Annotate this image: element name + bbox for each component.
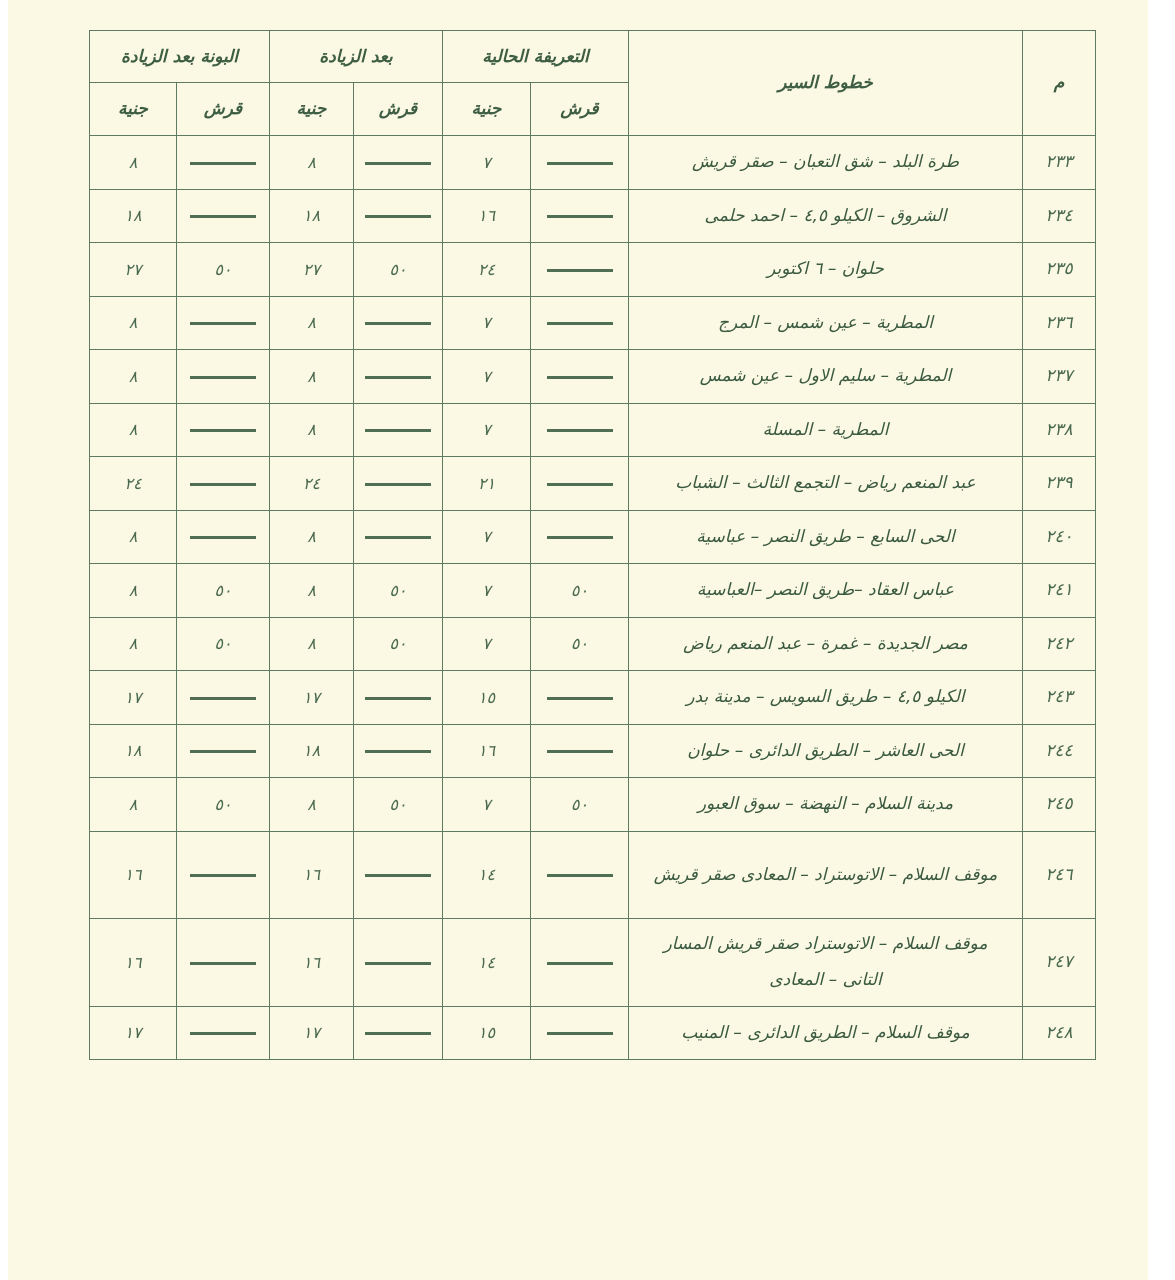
header-index: م (1023, 31, 1096, 136)
table-row (90, 617, 1096, 671)
coupon-piaster (177, 510, 270, 564)
current-piaster (531, 296, 629, 350)
empty-value-dash (190, 1032, 256, 1035)
coupon-pound: ٨ (90, 296, 177, 350)
route-name: موقف السلام – الطريق الدائرى – المنيب (629, 1006, 1023, 1060)
table-row (90, 671, 1096, 725)
route-name: عبد المنعم رياض – التجمع الثالث – الشباب (629, 457, 1023, 511)
coupon-piaster (177, 296, 270, 350)
row-index: ٢٣٩ (1023, 457, 1096, 511)
header-current-piaster: قرش (531, 83, 629, 136)
table-row (90, 510, 1096, 564)
current-pound: ٢٤ (443, 243, 531, 297)
header-row-top (90, 31, 1096, 83)
after-piaster (354, 136, 443, 190)
row-index: ٢٤٨ (1023, 1006, 1096, 1060)
after-piaster: ٥٠ (354, 564, 443, 618)
fare-table (89, 30, 1096, 1060)
current-piaster (531, 671, 629, 725)
current-pound: ٧ (443, 778, 531, 832)
after-piaster (354, 510, 443, 564)
empty-value-dash (365, 483, 431, 486)
route-name: مصر الجديدة – غمرة – عبد المنعم رياض (629, 617, 1023, 671)
empty-value-dash (547, 376, 613, 379)
coupon-pound: ١٨ (90, 724, 177, 778)
empty-value-dash (190, 429, 256, 432)
coupon-pound: ١٨ (90, 189, 177, 243)
empty-value-dash (547, 162, 613, 165)
table-row (90, 189, 1096, 243)
row-index: ٢٣٣ (1023, 136, 1096, 190)
table-row (90, 724, 1096, 778)
table-row (90, 296, 1096, 350)
coupon-piaster (177, 136, 270, 190)
empty-value-dash (547, 322, 613, 325)
after-pound: ٨ (270, 778, 354, 832)
route-name: المطرية – سليم الاول – عين شمس (629, 350, 1023, 404)
current-piaster (531, 403, 629, 457)
current-piaster: ٥٠ (531, 564, 629, 618)
header-coupon-pound: جنية (90, 83, 177, 136)
empty-value-dash (547, 483, 613, 486)
route-name: طرة البلد – شق التعبان – صقر قريش (629, 136, 1023, 190)
after-piaster (354, 724, 443, 778)
header-route: خطوط السير (629, 31, 1023, 136)
route-name: المطرية – عين شمس – المرج (629, 296, 1023, 350)
after-pound: ١٨ (270, 724, 354, 778)
current-pound: ١٦ (443, 724, 531, 778)
row-index: ٢٤٤ (1023, 724, 1096, 778)
current-piaster (531, 457, 629, 511)
coupon-pound: ٨ (90, 350, 177, 404)
empty-value-dash (365, 874, 431, 877)
coupon-pound: ٨ (90, 778, 177, 832)
empty-value-dash (547, 269, 613, 272)
route-name: موقف السلام – الاتوستراد صقر قريش المسار التانى – المعادى (629, 919, 1023, 1007)
after-pound: ١٦ (270, 831, 354, 919)
current-piaster: ٥٠ (531, 778, 629, 832)
coupon-piaster: ٥٠ (177, 243, 270, 297)
current-piaster (531, 136, 629, 190)
empty-value-dash (190, 874, 256, 877)
empty-value-dash (190, 962, 256, 965)
coupon-pound: ١٧ (90, 671, 177, 725)
empty-value-dash (365, 429, 431, 432)
after-piaster: ٥٠ (354, 778, 443, 832)
empty-value-dash (365, 162, 431, 165)
row-index: ٢٣٥ (1023, 243, 1096, 297)
coupon-piaster (177, 350, 270, 404)
table-row (90, 457, 1096, 511)
coupon-piaster (177, 671, 270, 725)
empty-value-dash (190, 376, 256, 379)
empty-value-dash (190, 215, 256, 218)
header-current-pound: جنية (443, 83, 531, 136)
coupon-piaster (177, 403, 270, 457)
table-row (90, 778, 1096, 832)
current-piaster (531, 919, 629, 1007)
route-name: الحى العاشر – الطريق الدائرى – حلوان (629, 724, 1023, 778)
empty-value-dash (365, 750, 431, 753)
header-after-increase: بعد الزيادة (270, 31, 443, 83)
header-after-piaster: قرش (354, 83, 443, 136)
empty-value-dash (547, 215, 613, 218)
coupon-pound: ٢٧ (90, 243, 177, 297)
after-piaster (354, 831, 443, 919)
empty-value-dash (190, 162, 256, 165)
empty-value-dash (365, 536, 431, 539)
table-row (90, 136, 1096, 190)
after-pound: ٨ (270, 296, 354, 350)
current-piaster (531, 831, 629, 919)
table-row (90, 350, 1096, 404)
coupon-piaster: ٥٠ (177, 617, 270, 671)
empty-value-dash (547, 962, 613, 965)
empty-value-dash (547, 750, 613, 753)
current-pound: ١٤ (443, 919, 531, 1007)
empty-value-dash (547, 429, 613, 432)
table-row (90, 243, 1096, 297)
current-pound: ١٥ (443, 1006, 531, 1060)
coupon-pound: ٨ (90, 564, 177, 618)
after-pound: ٢٧ (270, 243, 354, 297)
empty-value-dash (190, 536, 256, 539)
coupon-pound: ١٧ (90, 1006, 177, 1060)
empty-value-dash (365, 1032, 431, 1035)
empty-value-dash (547, 536, 613, 539)
current-pound: ١٤ (443, 831, 531, 919)
header-coupon-after-increase: البونة بعد الزيادة (90, 31, 270, 83)
after-pound: ٢٤ (270, 457, 354, 511)
route-name: الكيلو ٤,٥ – طريق السويس – مدينة بدر (629, 671, 1023, 725)
coupon-pound: ١٦ (90, 919, 177, 1007)
current-piaster (531, 510, 629, 564)
current-piaster (531, 243, 629, 297)
row-index: ٢٤٦ (1023, 831, 1096, 919)
coupon-piaster (177, 919, 270, 1007)
after-pound: ٨ (270, 510, 354, 564)
empty-value-dash (190, 483, 256, 486)
after-pound: ١٧ (270, 1006, 354, 1060)
coupon-piaster: ٥٠ (177, 778, 270, 832)
coupon-piaster: ٥٠ (177, 564, 270, 618)
empty-value-dash (365, 322, 431, 325)
current-pound: ٧ (443, 510, 531, 564)
current-pound: ٧ (443, 564, 531, 618)
current-piaster: ٥٠ (531, 617, 629, 671)
route-name: الشروق – الكيلو ٤,٥ – احمد حلمى (629, 189, 1023, 243)
current-pound: ٧ (443, 296, 531, 350)
after-piaster (354, 1006, 443, 1060)
after-piaster (354, 671, 443, 725)
row-index: ٢٣٦ (1023, 296, 1096, 350)
after-piaster (354, 296, 443, 350)
route-name: موقف السلام – الاتوستراد – المعادى صقر قريش (629, 831, 1023, 919)
empty-value-dash (190, 697, 256, 700)
after-pound: ٨ (270, 350, 354, 404)
after-piaster (354, 457, 443, 511)
table-row (90, 403, 1096, 457)
after-pound: ١٧ (270, 671, 354, 725)
coupon-pound: ٨ (90, 617, 177, 671)
route-name: عباس العقاد –طريق النصر –العباسية (629, 564, 1023, 618)
empty-value-dash (190, 322, 256, 325)
row-index: ٢٤١ (1023, 564, 1096, 618)
row-index: ٢٤٢ (1023, 617, 1096, 671)
current-piaster (531, 189, 629, 243)
current-pound: ٧ (443, 403, 531, 457)
current-pound: ١٦ (443, 189, 531, 243)
after-piaster: ٥٠ (354, 617, 443, 671)
route-name: حلوان – ٦ اكتوبر (629, 243, 1023, 297)
row-index: ٢٣٨ (1023, 403, 1096, 457)
empty-value-dash (547, 697, 613, 700)
after-pound: ٨ (270, 136, 354, 190)
table-row (90, 1006, 1096, 1060)
after-pound: ١٨ (270, 189, 354, 243)
empty-value-dash (365, 962, 431, 965)
coupon-pound: ٢٤ (90, 457, 177, 511)
current-pound: ٧ (443, 350, 531, 404)
empty-value-dash (190, 750, 256, 753)
after-piaster (354, 403, 443, 457)
empty-value-dash (365, 376, 431, 379)
route-name: المطرية – المسلة (629, 403, 1023, 457)
coupon-piaster (177, 831, 270, 919)
table-row (90, 831, 1096, 919)
after-piaster: ٥٠ (354, 243, 443, 297)
after-pound: ٨ (270, 403, 354, 457)
after-pound: ٨ (270, 564, 354, 618)
table-row (90, 919, 1096, 1007)
header-current-fare: التعريفة الحالية (443, 31, 629, 83)
row-index: ٢٤٠ (1023, 510, 1096, 564)
row-index: ٢٤٣ (1023, 671, 1096, 725)
after-pound: ١٦ (270, 919, 354, 1007)
coupon-piaster (177, 189, 270, 243)
empty-value-dash (365, 215, 431, 218)
coupon-pound: ١٦ (90, 831, 177, 919)
table-row (90, 564, 1096, 618)
row-index: ٢٤٥ (1023, 778, 1096, 832)
route-name: مدينة السلام – النهضة – سوق العبور (629, 778, 1023, 832)
coupon-pound: ٨ (90, 403, 177, 457)
current-pound: ٧ (443, 136, 531, 190)
current-piaster (531, 724, 629, 778)
current-piaster (531, 350, 629, 404)
row-index: ٢٣٤ (1023, 189, 1096, 243)
after-piaster (354, 919, 443, 1007)
current-pound: ١٥ (443, 671, 531, 725)
coupon-pound: ٨ (90, 510, 177, 564)
after-pound: ٨ (270, 617, 354, 671)
empty-value-dash (547, 1032, 613, 1035)
document-page (8, 0, 1148, 1280)
coupon-piaster (177, 1006, 270, 1060)
coupon-pound: ٨ (90, 136, 177, 190)
table-body (90, 136, 1096, 1060)
route-name: الحى السابع – طريق النصر – عباسية (629, 510, 1023, 564)
row-index: ٢٤٧ (1023, 919, 1096, 1007)
current-pound: ٧ (443, 617, 531, 671)
after-piaster (354, 189, 443, 243)
header-coupon-piaster: قرش (177, 83, 270, 136)
header-after-pound: جنية (270, 83, 354, 136)
current-pound: ٢١ (443, 457, 531, 511)
current-piaster (531, 1006, 629, 1060)
after-piaster (354, 350, 443, 404)
coupon-piaster (177, 724, 270, 778)
coupon-piaster (177, 457, 270, 511)
empty-value-dash (365, 697, 431, 700)
empty-value-dash (547, 874, 613, 877)
row-index: ٢٣٧ (1023, 350, 1096, 404)
